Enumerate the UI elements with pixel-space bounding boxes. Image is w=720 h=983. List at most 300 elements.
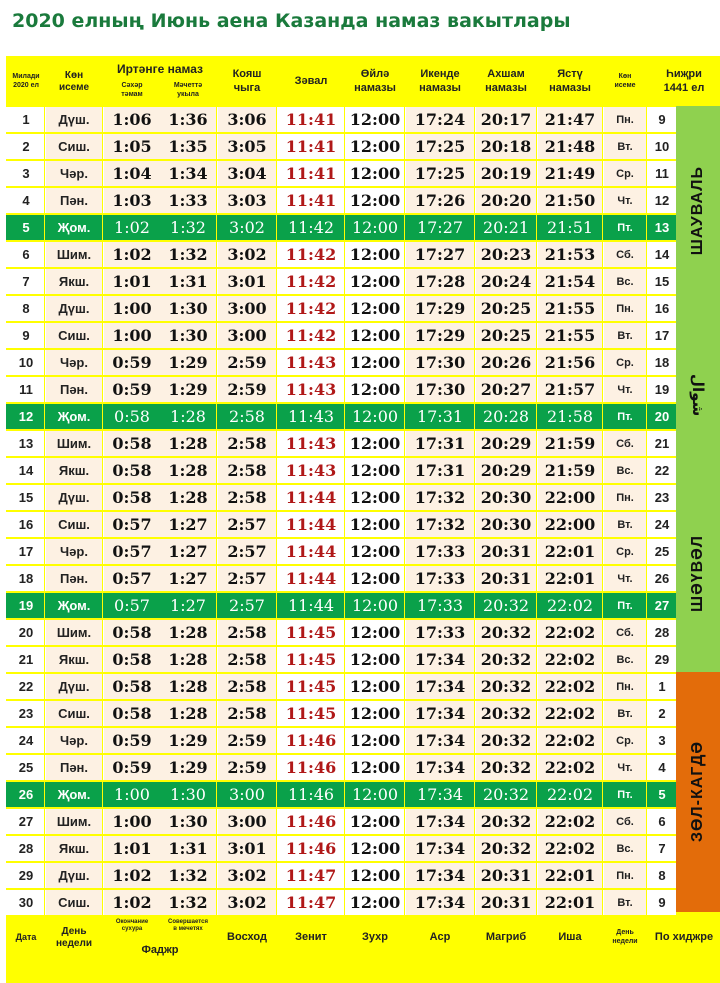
- footer-day: День недели: [55, 925, 92, 949]
- column-separator: [276, 107, 277, 917]
- dhuhr-time: 12:00: [349, 164, 401, 183]
- weekday-cell: Шим.: [46, 242, 102, 267]
- mosque-fajr-time: 1:29: [160, 728, 216, 753]
- date-cell: 29: [18, 868, 34, 883]
- weekday-cell: Якш.: [46, 647, 102, 672]
- isha-time: 21:54: [538, 269, 602, 294]
- hijri-day-cell: 2: [658, 706, 666, 721]
- isha-time: 22:01: [538, 539, 602, 564]
- sunrise-time: 2:58: [218, 674, 276, 699]
- zenith-time: 11:46: [285, 839, 337, 858]
- zenith-time: 11:44: [285, 569, 337, 588]
- table-row: [6, 350, 676, 375]
- dhuhr-time: 12:00: [349, 677, 401, 696]
- footer-date: Дата: [15, 932, 37, 943]
- dhuhr-time: 12:00: [349, 866, 401, 885]
- maghrib-time: 20:25: [476, 323, 536, 348]
- dhuhr-time: 12:00: [351, 218, 399, 237]
- hijri-day-cell: 28: [654, 625, 670, 640]
- sunrise-time: 2:59: [218, 728, 276, 753]
- month-label-dhulqada: ЗӨЛ-КАГДӘ: [689, 741, 706, 843]
- table-row: [6, 566, 676, 591]
- table-row-friday: [6, 215, 676, 240]
- sunrise-time: 2:58: [218, 620, 276, 645]
- table-row: [6, 188, 676, 213]
- column-separator: [474, 107, 475, 917]
- weekday-ru-cell: Сб.: [604, 242, 646, 267]
- date-cell: 14: [18, 463, 34, 478]
- column-separator: [536, 107, 537, 917]
- zenith-time: 11:47: [285, 893, 337, 912]
- weekday-cell: Якш.: [46, 458, 102, 483]
- sunrise-time: 2:58: [218, 431, 276, 456]
- footer-hijri: По хиджре: [654, 931, 714, 944]
- maghrib-time: 20:20: [476, 188, 536, 213]
- isha-time: 21:55: [538, 296, 602, 321]
- hijri-day-cell: 14: [654, 247, 670, 262]
- asr-time: 17:29: [406, 296, 474, 321]
- dhuhr-time: 12:00: [349, 461, 401, 480]
- column-separator: [44, 107, 45, 917]
- sunrise-time: 3:06: [218, 107, 276, 132]
- footer-zenith: Зенит: [295, 931, 327, 944]
- isha-time: 22:02: [538, 701, 602, 726]
- maghrib-time: 20:32: [482, 596, 530, 615]
- maghrib-time: 20:24: [476, 269, 536, 294]
- dhuhr-time: 12:00: [349, 650, 401, 669]
- table-row: [6, 647, 676, 672]
- header-date: Милади 2020 ел: [12, 73, 40, 89]
- isha-time: 21:59: [538, 458, 602, 483]
- date-cell: 27: [18, 814, 34, 829]
- isha-time: 22:01: [538, 566, 602, 591]
- zenith-time: 11:46: [285, 731, 337, 750]
- table-row: [6, 242, 676, 267]
- page-title: 2020 елның Июнь аена Казанда намаз вакытлары: [12, 10, 571, 32]
- suhoor-time: 0:59: [104, 377, 160, 402]
- weekday-cell: Дүш.: [46, 674, 102, 699]
- weekday-cell: Сиш.: [46, 323, 102, 348]
- hijri-day-cell: 16: [654, 301, 670, 316]
- asr-time: 17:34: [406, 836, 474, 861]
- isha-time: 21:57: [538, 377, 602, 402]
- weekday-ru-cell: Ср.: [604, 350, 646, 375]
- asr-time: 17:26: [406, 188, 474, 213]
- zenith-time: 11:42: [287, 218, 335, 237]
- mosque-fajr-time: 1:28: [160, 674, 216, 699]
- hijri-day-cell: 29: [654, 652, 670, 667]
- mosque-fajr-time: 1:28: [160, 431, 216, 456]
- dhuhr-time: 12:00: [349, 488, 401, 507]
- asr-time: 17:30: [406, 350, 474, 375]
- date-cell: 20: [18, 625, 34, 640]
- mosque-fajr-time: 1:33: [160, 188, 216, 213]
- date-cell: 5: [22, 220, 30, 235]
- header-fajr-suhoor: Сәхәр тәмам: [121, 82, 143, 98]
- header-fajr-group: Иртәнге намаз: [116, 61, 204, 76]
- weekday-cell: Якш.: [46, 836, 102, 861]
- footer-asr: Аср: [429, 931, 451, 944]
- date-cell: 9: [22, 328, 30, 343]
- date-cell: 28: [18, 841, 34, 856]
- maghrib-time: 20:32: [476, 809, 536, 834]
- header-maghrib: Ахшам намазы: [485, 68, 527, 94]
- suhoor-time: 1:00: [104, 323, 160, 348]
- weekday-ru-cell: Вт.: [604, 323, 646, 348]
- asr-time: 17:31: [406, 431, 474, 456]
- dhuhr-time: 12:00: [349, 137, 401, 156]
- sunrise-time: 2:58: [218, 701, 276, 726]
- suhoor-time: 1:01: [104, 269, 160, 294]
- zenith-time: 11:46: [287, 785, 335, 804]
- table-row: [6, 485, 676, 510]
- zenith-time: 11:41: [285, 164, 337, 183]
- isha-time: 22:02: [538, 647, 602, 672]
- sunrise-time: 3:00: [218, 323, 276, 348]
- header-asr: Икенде намазы: [419, 68, 461, 94]
- mosque-fajr-time: 1:27: [170, 596, 206, 615]
- suhoor-time: 1:05: [104, 134, 160, 159]
- asr-time: 17:25: [406, 134, 474, 159]
- isha-time: 22:02: [538, 809, 602, 834]
- sunrise-time: 2:57: [229, 596, 265, 615]
- asr-time: 17:29: [406, 323, 474, 348]
- weekday-cell: Җом.: [57, 787, 91, 802]
- weekday-cell: Пән.: [46, 188, 102, 213]
- weekday-ru-cell: Сб.: [604, 620, 646, 645]
- footer-fajr: Фаджр: [141, 944, 179, 957]
- maghrib-time: 20:32: [476, 674, 536, 699]
- sunrise-time: 2:58: [218, 485, 276, 510]
- footer-dhuhr: Зухр: [362, 931, 388, 944]
- suhoor-time: 0:58: [104, 620, 160, 645]
- mosque-fajr-time: 1:31: [160, 269, 216, 294]
- date-cell: 11: [19, 382, 33, 397]
- dhuhr-time: 12:00: [349, 353, 401, 372]
- weekday-cell: Чәр.: [46, 161, 102, 186]
- hijri-day-cell: 20: [654, 409, 670, 424]
- maghrib-time: 20:32: [476, 728, 536, 753]
- header-fajr-mosque: Мәчеттә укыла: [173, 82, 203, 98]
- hijri-day-cell: 18: [654, 355, 670, 370]
- asr-time: 17:27: [416, 218, 464, 237]
- isha-time: 22:02: [538, 755, 602, 780]
- asr-time: 17:33: [406, 620, 474, 645]
- weekday-ru-cell: Ср.: [604, 728, 646, 753]
- weekday-ru-cell: Вт.: [604, 890, 646, 915]
- hijri-day-cell: 7: [658, 841, 666, 856]
- suhoor-time: 0:58: [104, 674, 160, 699]
- suhoor-time: 1:00: [104, 809, 160, 834]
- sunrise-time: 3:00: [218, 809, 276, 834]
- asr-time: 17:32: [406, 485, 474, 510]
- footer-fajr-suhoor: Окончание сухура: [115, 918, 149, 932]
- footer-weekday: День недели: [612, 929, 638, 945]
- table-row: [6, 431, 676, 456]
- month-label-shawwal: ШАУВАЛЬ: [689, 165, 706, 255]
- header-zenith: Зәвал: [294, 75, 328, 88]
- suhoor-time: 0:57: [104, 512, 160, 537]
- zenith-time: 11:44: [287, 596, 335, 615]
- zenith-time: 11:42: [285, 245, 337, 264]
- hijri-day-cell: 25: [654, 544, 670, 559]
- asr-time: 17:24: [406, 107, 474, 132]
- table-row: [6, 296, 676, 321]
- maghrib-time: 20:32: [476, 755, 536, 780]
- column-separator: [344, 107, 345, 917]
- suhoor-time: 1:02: [114, 218, 150, 237]
- mosque-fajr-time: 1:32: [160, 890, 216, 915]
- weekday-ru-cell: Пн.: [604, 863, 646, 888]
- header-hijri: Һиҗри 1441 ел: [663, 68, 705, 94]
- month-label-shawwal-latin: ШӘҮВӘЛ: [689, 535, 706, 613]
- sunrise-time: 3:03: [218, 188, 276, 213]
- suhoor-time: 1:06: [104, 107, 160, 132]
- isha-time: 22:00: [538, 512, 602, 537]
- maghrib-time: 20:31: [476, 566, 536, 591]
- maghrib-time: 20:32: [476, 620, 536, 645]
- table-row: [6, 755, 676, 780]
- zenith-time: 11:44: [285, 542, 337, 561]
- table-row: [6, 890, 676, 915]
- date-cell: 10: [18, 355, 34, 370]
- weekday-ru-cell: Пн.: [604, 296, 646, 321]
- mosque-fajr-time: 1:35: [160, 134, 216, 159]
- asr-time: 17:33: [406, 566, 474, 591]
- asr-time: 17:34: [406, 863, 474, 888]
- weekday-cell: Дүш.: [46, 107, 102, 132]
- dhuhr-time: 12:00: [349, 704, 401, 723]
- sunrise-time: 2:58: [218, 458, 276, 483]
- zenith-time: 11:43: [285, 434, 337, 453]
- table-row: [6, 161, 676, 186]
- suhoor-time: 0:58: [104, 431, 160, 456]
- dhuhr-time: 12:00: [349, 731, 401, 750]
- zenith-time: 11:45: [285, 677, 337, 696]
- sunrise-time: 2:57: [218, 512, 276, 537]
- weekday-cell: Чәр.: [46, 728, 102, 753]
- weekday-ru-cell: Ср.: [604, 539, 646, 564]
- maghrib-time: 20:23: [476, 242, 536, 267]
- hijri-day-cell: 24: [654, 517, 670, 532]
- footer-sunrise: Восход: [227, 931, 267, 944]
- dhuhr-time: 12:00: [349, 326, 401, 345]
- suhoor-time: 0:58: [104, 647, 160, 672]
- weekday-ru-cell: Чт.: [604, 188, 646, 213]
- weekday-cell: Җом.: [57, 598, 91, 613]
- dhuhr-time: 12:00: [349, 758, 401, 777]
- weekday-cell: Җом.: [57, 220, 91, 235]
- dhuhr-time: 12:00: [351, 407, 399, 426]
- mosque-fajr-time: 1:30: [170, 785, 206, 804]
- zenith-time: 11:43: [285, 353, 337, 372]
- table-row: [6, 512, 676, 537]
- mosque-fajr-time: 1:27: [160, 512, 216, 537]
- suhoor-time: 1:02: [104, 242, 160, 267]
- hijri-day-cell: 26: [654, 571, 670, 586]
- isha-time: 22:01: [538, 863, 602, 888]
- sunrise-time: 2:58: [229, 407, 265, 426]
- weekday-ru-cell: Пт.: [617, 788, 633, 801]
- zenith-time: 11:42: [285, 272, 337, 291]
- weekday-ru-cell: Вс.: [604, 836, 646, 861]
- sunrise-time: 2:59: [218, 755, 276, 780]
- dhuhr-time: 12:00: [349, 245, 401, 264]
- asr-time: 17:27: [406, 242, 474, 267]
- mosque-fajr-time: 1:31: [160, 836, 216, 861]
- maghrib-time: 20:17: [476, 107, 536, 132]
- table-row: [6, 107, 676, 132]
- isha-time: 22:02: [538, 836, 602, 861]
- isha-time: 22:02: [538, 620, 602, 645]
- hijri-day-cell: 6: [658, 814, 666, 829]
- zenith-time: 11:42: [285, 326, 337, 345]
- sunrise-time: 3:02: [218, 863, 276, 888]
- suhoor-time: 0:58: [104, 458, 160, 483]
- hijri-day-cell: 3: [658, 733, 666, 748]
- hijri-day-cell: 23: [654, 490, 670, 505]
- isha-time: 22:01: [538, 890, 602, 915]
- suhoor-time: 0:57: [104, 539, 160, 564]
- suhoor-time: 0:58: [104, 701, 160, 726]
- suhoor-time: 1:00: [114, 785, 150, 804]
- sunrise-time: 3:02: [229, 218, 265, 237]
- weekday-cell: Сиш.: [46, 701, 102, 726]
- weekday-ru-cell: Ср.: [604, 161, 646, 186]
- date-cell: 4: [22, 193, 30, 208]
- hijri-day-cell: 15: [654, 274, 670, 289]
- sunrise-time: 2:57: [218, 539, 276, 564]
- sunrise-time: 3:00: [218, 296, 276, 321]
- weekday-cell: Сиш.: [46, 890, 102, 915]
- isha-time: 22:02: [538, 728, 602, 753]
- zenith-time: 11:43: [285, 461, 337, 480]
- dhuhr-time: 12:00: [349, 542, 401, 561]
- maghrib-time: 20:27: [476, 377, 536, 402]
- dhuhr-time: 12:00: [349, 191, 401, 210]
- weekday-ru-cell: Чт.: [604, 755, 646, 780]
- footer-isha: Иша: [558, 931, 582, 944]
- asr-time: 17:30: [406, 377, 474, 402]
- isha-time: 22:02: [546, 785, 594, 804]
- asr-time: 17:28: [406, 269, 474, 294]
- isha-time: 21:49: [538, 161, 602, 186]
- weekday-ru-cell: Пт.: [617, 599, 633, 612]
- date-cell: 19: [18, 598, 34, 613]
- weekday-ru-cell: Чт.: [604, 566, 646, 591]
- month-band-shawwal: [676, 106, 720, 672]
- zenith-time: 11:46: [285, 758, 337, 777]
- zenith-time: 11:41: [285, 191, 337, 210]
- sunrise-time: 3:02: [218, 890, 276, 915]
- hijri-day-cell: 8: [658, 868, 666, 883]
- suhoor-time: 1:02: [104, 863, 160, 888]
- column-separator: [602, 107, 603, 917]
- weekday-cell: Пән.: [46, 377, 102, 402]
- sunrise-time: 2:59: [218, 350, 276, 375]
- date-cell: 6: [22, 247, 30, 262]
- weekday-cell: Дүш.: [46, 863, 102, 888]
- mosque-fajr-time: 1:28: [160, 485, 216, 510]
- hijri-day-cell: 10: [654, 139, 670, 154]
- asr-time: 17:34: [406, 647, 474, 672]
- mosque-fajr-time: 1:28: [160, 701, 216, 726]
- asr-time: 17:33: [416, 596, 464, 615]
- date-cell: 7: [22, 274, 30, 289]
- date-cell: 8: [22, 301, 30, 316]
- weekday-cell: Чәр.: [46, 350, 102, 375]
- dhuhr-time: 12:00: [349, 110, 401, 129]
- sunrise-time: 3:00: [229, 785, 265, 804]
- date-cell: 23: [18, 706, 34, 721]
- table-row: [6, 836, 676, 861]
- suhoor-time: 1:03: [104, 188, 160, 213]
- table-row: [6, 323, 676, 348]
- hijri-day-cell: 9: [658, 895, 666, 910]
- dhuhr-time: 12:00: [349, 380, 401, 399]
- hijri-day-cell: 19: [654, 382, 670, 397]
- weekday-cell: Дүш.: [46, 485, 102, 510]
- asr-time: 17:34: [406, 755, 474, 780]
- weekday-ru-cell: Сб.: [604, 809, 646, 834]
- maghrib-time: 20:31: [476, 890, 536, 915]
- table-row: [6, 134, 676, 159]
- weekday-cell: Пән.: [46, 566, 102, 591]
- asr-time: 17:33: [406, 539, 474, 564]
- date-cell: 16: [18, 517, 34, 532]
- maghrib-time: 20:18: [476, 134, 536, 159]
- dhuhr-time: 12:00: [349, 434, 401, 453]
- maghrib-time: 20:32: [476, 701, 536, 726]
- mosque-fajr-time: 1:30: [160, 809, 216, 834]
- table-row: [6, 269, 676, 294]
- date-cell: 1: [22, 112, 30, 127]
- suhoor-time: 1:02: [104, 890, 160, 915]
- maghrib-time: 20:30: [476, 512, 536, 537]
- weekday-cell: Дүш.: [46, 296, 102, 321]
- dhuhr-time: 12:00: [349, 893, 401, 912]
- weekday-ru-cell: Вс.: [604, 458, 646, 483]
- maghrib-time: 20:26: [476, 350, 536, 375]
- dhuhr-time: 12:00: [349, 299, 401, 318]
- mosque-fajr-time: 1:29: [160, 377, 216, 402]
- hijri-day-cell: 21: [654, 436, 670, 451]
- zenith-time: 11:45: [285, 650, 337, 669]
- zenith-time: 11:46: [285, 812, 337, 831]
- weekday-cell: Шим.: [46, 809, 102, 834]
- isha-time: 21:51: [546, 218, 594, 237]
- zenith-time: 11:43: [287, 407, 335, 426]
- isha-time: 21:53: [538, 242, 602, 267]
- footer-maghrib: Магриб: [485, 931, 527, 944]
- suhoor-time: 1:04: [104, 161, 160, 186]
- zenith-time: 11:43: [285, 380, 337, 399]
- header-isha: Ястү намазы: [549, 68, 591, 94]
- table-row: [6, 377, 676, 402]
- weekday-ru-cell: Пт.: [617, 410, 633, 423]
- date-cell: 26: [18, 787, 34, 802]
- weekday-ru-cell: Пн.: [604, 107, 646, 132]
- mosque-fajr-time: 1:32: [170, 218, 206, 237]
- column-separator: [646, 107, 647, 917]
- hijri-day-cell: 12: [654, 193, 670, 208]
- table-row: [6, 674, 676, 699]
- hijri-day-cell: 17: [654, 328, 670, 343]
- table-row: [6, 458, 676, 483]
- asr-time: 17:34: [406, 674, 474, 699]
- date-cell: 2: [22, 139, 30, 154]
- maghrib-time: 20:32: [482, 785, 530, 804]
